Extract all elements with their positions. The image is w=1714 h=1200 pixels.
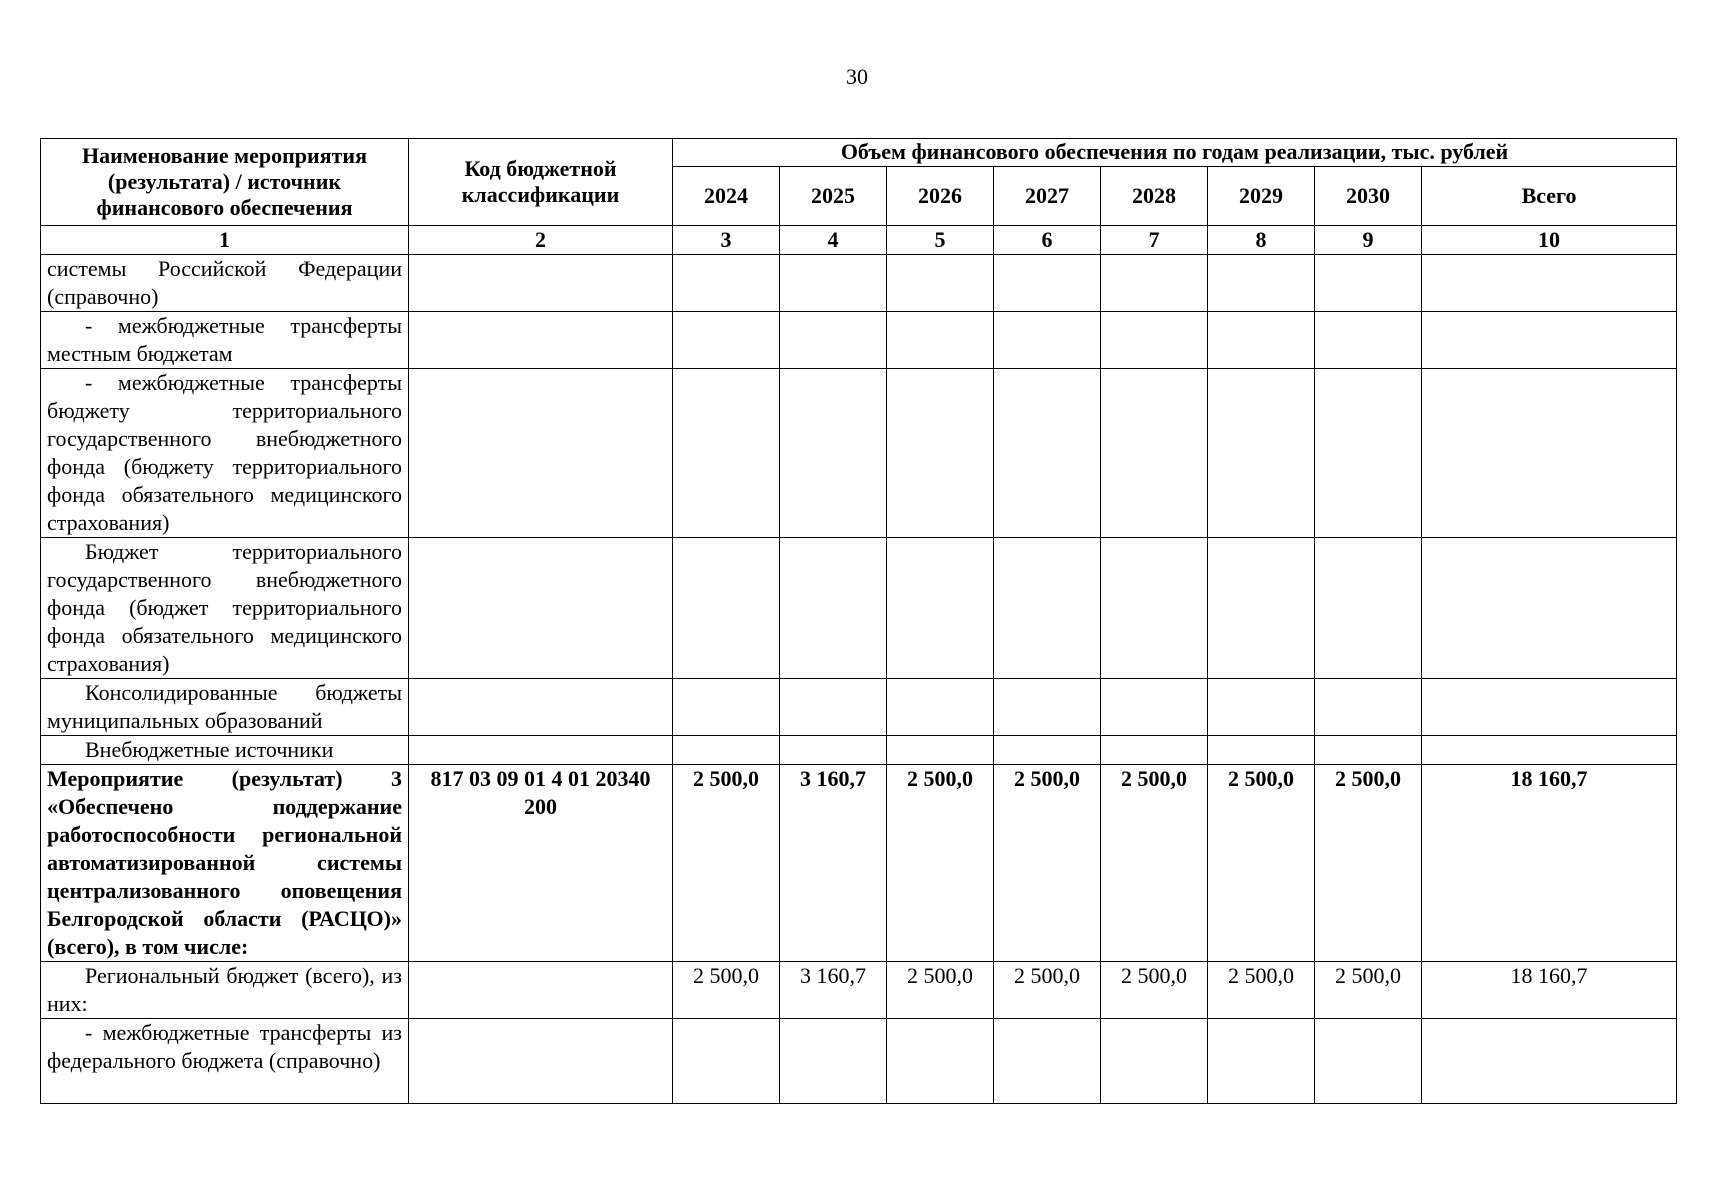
row-value-cell	[1101, 255, 1208, 312]
row-value-cell	[994, 538, 1101, 679]
table-row	[41, 369, 1677, 538]
header-year-2025: 2025	[780, 166, 887, 225]
row-name-cell: Бюджет территориального государственного внебюджетного фонда (бюджет территориального фонда обязательного медицинского страхования)	[41, 538, 409, 679]
row-value-cell	[780, 369, 887, 538]
row-value-cell	[673, 1019, 780, 1104]
row-value-cell	[1208, 538, 1315, 679]
row-code-cell	[409, 312, 673, 369]
row-code-cell	[409, 538, 673, 679]
row-value-cell	[994, 369, 1101, 538]
row-value-cell	[1315, 369, 1422, 538]
row-value-cell	[673, 679, 780, 736]
row-value-cell: 3 160,7	[780, 962, 887, 1019]
table-row	[41, 736, 1677, 765]
row-value-cell	[1315, 736, 1422, 765]
row-value-cell	[673, 736, 780, 765]
row-value-cell: 2 500,0	[1101, 962, 1208, 1019]
row-value-cell	[673, 312, 780, 369]
row-value-cell	[887, 312, 994, 369]
row-value-cell	[1422, 255, 1677, 312]
row-value-cell	[1101, 369, 1208, 538]
row-name-cell: Консолидированные бюджеты муниципальных образований	[41, 679, 409, 736]
row-name-cell: - межбюджетные трансферты бюджету территориального государственного внебюджетного фонда (бюджету территориального фонда обязательного медицинского страхования)	[41, 369, 409, 538]
row-value-cell: 18 160,7	[1422, 765, 1677, 962]
row-value-cell	[1208, 255, 1315, 312]
row-value-cell	[780, 736, 887, 765]
row-value-cell: 2 500,0	[1208, 962, 1315, 1019]
column-number: 4	[780, 226, 887, 255]
row-value-cell	[994, 312, 1101, 369]
header-year-2030: 2030	[1315, 166, 1422, 225]
row-code-cell: 817 03 09 01 4 01 20340 200	[409, 765, 673, 962]
row-code-cell	[409, 962, 673, 1019]
column-number-row	[41, 226, 1677, 255]
row-value-cell	[1422, 1019, 1677, 1104]
table-body	[41, 255, 1677, 1104]
row-value-cell	[780, 312, 887, 369]
row-value-cell: 2 500,0	[887, 962, 994, 1019]
row-value-cell	[994, 255, 1101, 312]
header-year-2026: 2026	[887, 166, 994, 225]
row-value-cell	[780, 538, 887, 679]
column-number: 5	[887, 226, 994, 255]
row-value-cell	[994, 679, 1101, 736]
column-number: 3	[673, 226, 780, 255]
row-value-cell	[1208, 679, 1315, 736]
row-value-cell	[887, 255, 994, 312]
table-row	[41, 765, 1677, 962]
table-row	[41, 538, 1677, 679]
row-name-cell: - межбюджетные трансферты местным бюджетам	[41, 312, 409, 369]
row-value-cell	[1101, 679, 1208, 736]
row-value-cell	[887, 369, 994, 538]
row-value-cell	[994, 736, 1101, 765]
row-value-cell	[1422, 369, 1677, 538]
row-name-cell: - межбюджетные трансферты из федерального бюджета (справочно)	[41, 1019, 409, 1104]
table-row	[41, 679, 1677, 736]
row-value-cell	[1208, 312, 1315, 369]
row-value-cell	[887, 679, 994, 736]
column-number: 9	[1315, 226, 1422, 255]
row-value-cell	[1422, 312, 1677, 369]
row-value-cell	[1208, 736, 1315, 765]
row-value-cell	[1315, 679, 1422, 736]
row-value-cell: 2 500,0	[994, 962, 1101, 1019]
row-value-cell	[1208, 1019, 1315, 1104]
column-number: 6	[994, 226, 1101, 255]
header-year-2029: 2029	[1208, 166, 1315, 225]
row-value-cell	[1101, 538, 1208, 679]
column-number: 1	[41, 226, 409, 255]
header-total: Всего	[1422, 166, 1677, 225]
column-number: 8	[1208, 226, 1315, 255]
row-name-cell: системы Российской Федерации (справочно)	[41, 255, 409, 312]
row-value-cell	[887, 538, 994, 679]
row-value-cell	[673, 255, 780, 312]
row-value-cell	[1422, 679, 1677, 736]
row-value-cell: 2 500,0	[673, 962, 780, 1019]
row-value-cell	[780, 1019, 887, 1104]
column-number: 2	[409, 226, 673, 255]
row-value-cell	[1315, 1019, 1422, 1104]
row-value-cell: 2 500,0	[1101, 765, 1208, 962]
row-name-cell: Мероприятие (результат) 3 «Обеспечено поддержание работоспособности региональной автоматизированной системы централизованного оповещения Белгородской области (РАСЦО)» (всего), в том числе:	[41, 765, 409, 962]
row-value-cell	[1101, 1019, 1208, 1104]
header-group: Объем финансового обеспечения по годам реализации, тыс. рублей	[673, 139, 1677, 167]
row-value-cell: 2 500,0	[673, 765, 780, 962]
column-number: 10	[1422, 226, 1677, 255]
row-name-cell: Региональный бюджет (всего), из них:	[41, 962, 409, 1019]
row-value-cell	[887, 736, 994, 765]
row-value-cell: 2 500,0	[994, 765, 1101, 962]
row-value-cell: 18 160,7	[1422, 962, 1677, 1019]
table-row	[41, 255, 1677, 312]
column-number: 7	[1101, 226, 1208, 255]
page-number: 30	[846, 64, 868, 89]
row-value-cell	[1315, 255, 1422, 312]
header-year-2028: 2028	[1101, 166, 1208, 225]
row-code-cell	[409, 255, 673, 312]
row-value-cell	[1101, 736, 1208, 765]
table-row	[41, 1019, 1677, 1104]
row-value-cell	[1422, 736, 1677, 765]
header-name: Наименование мероприятия (результата) / источник финансового обеспечения	[41, 139, 409, 226]
row-value-cell: 3 160,7	[780, 765, 887, 962]
row-value-cell	[780, 679, 887, 736]
row-name-cell: Внебюджетные источники	[41, 736, 409, 765]
row-value-cell	[1315, 312, 1422, 369]
row-value-cell: 2 500,0	[887, 765, 994, 962]
row-code-cell	[409, 1019, 673, 1104]
row-value-cell	[1315, 538, 1422, 679]
row-value-cell	[1101, 312, 1208, 369]
table-row	[41, 312, 1677, 369]
row-value-cell	[673, 538, 780, 679]
row-value-cell	[1422, 538, 1677, 679]
financing-table	[40, 138, 1677, 1104]
row-value-cell	[673, 369, 780, 538]
header-year-2024: 2024	[673, 166, 780, 225]
row-value-cell: 2 500,0	[1315, 765, 1422, 962]
row-value-cell	[1208, 369, 1315, 538]
row-value-cell: 2 500,0	[1315, 962, 1422, 1019]
header-code: Код бюджетной классификации	[409, 139, 673, 226]
row-code-cell	[409, 679, 673, 736]
row-code-cell	[409, 369, 673, 538]
row-value-cell	[887, 1019, 994, 1104]
header-year-2027: 2027	[994, 166, 1101, 225]
row-value-cell	[994, 1019, 1101, 1104]
row-value-cell	[780, 255, 887, 312]
row-code-cell	[409, 736, 673, 765]
row-value-cell: 2 500,0	[1208, 765, 1315, 962]
table-row	[41, 962, 1677, 1019]
